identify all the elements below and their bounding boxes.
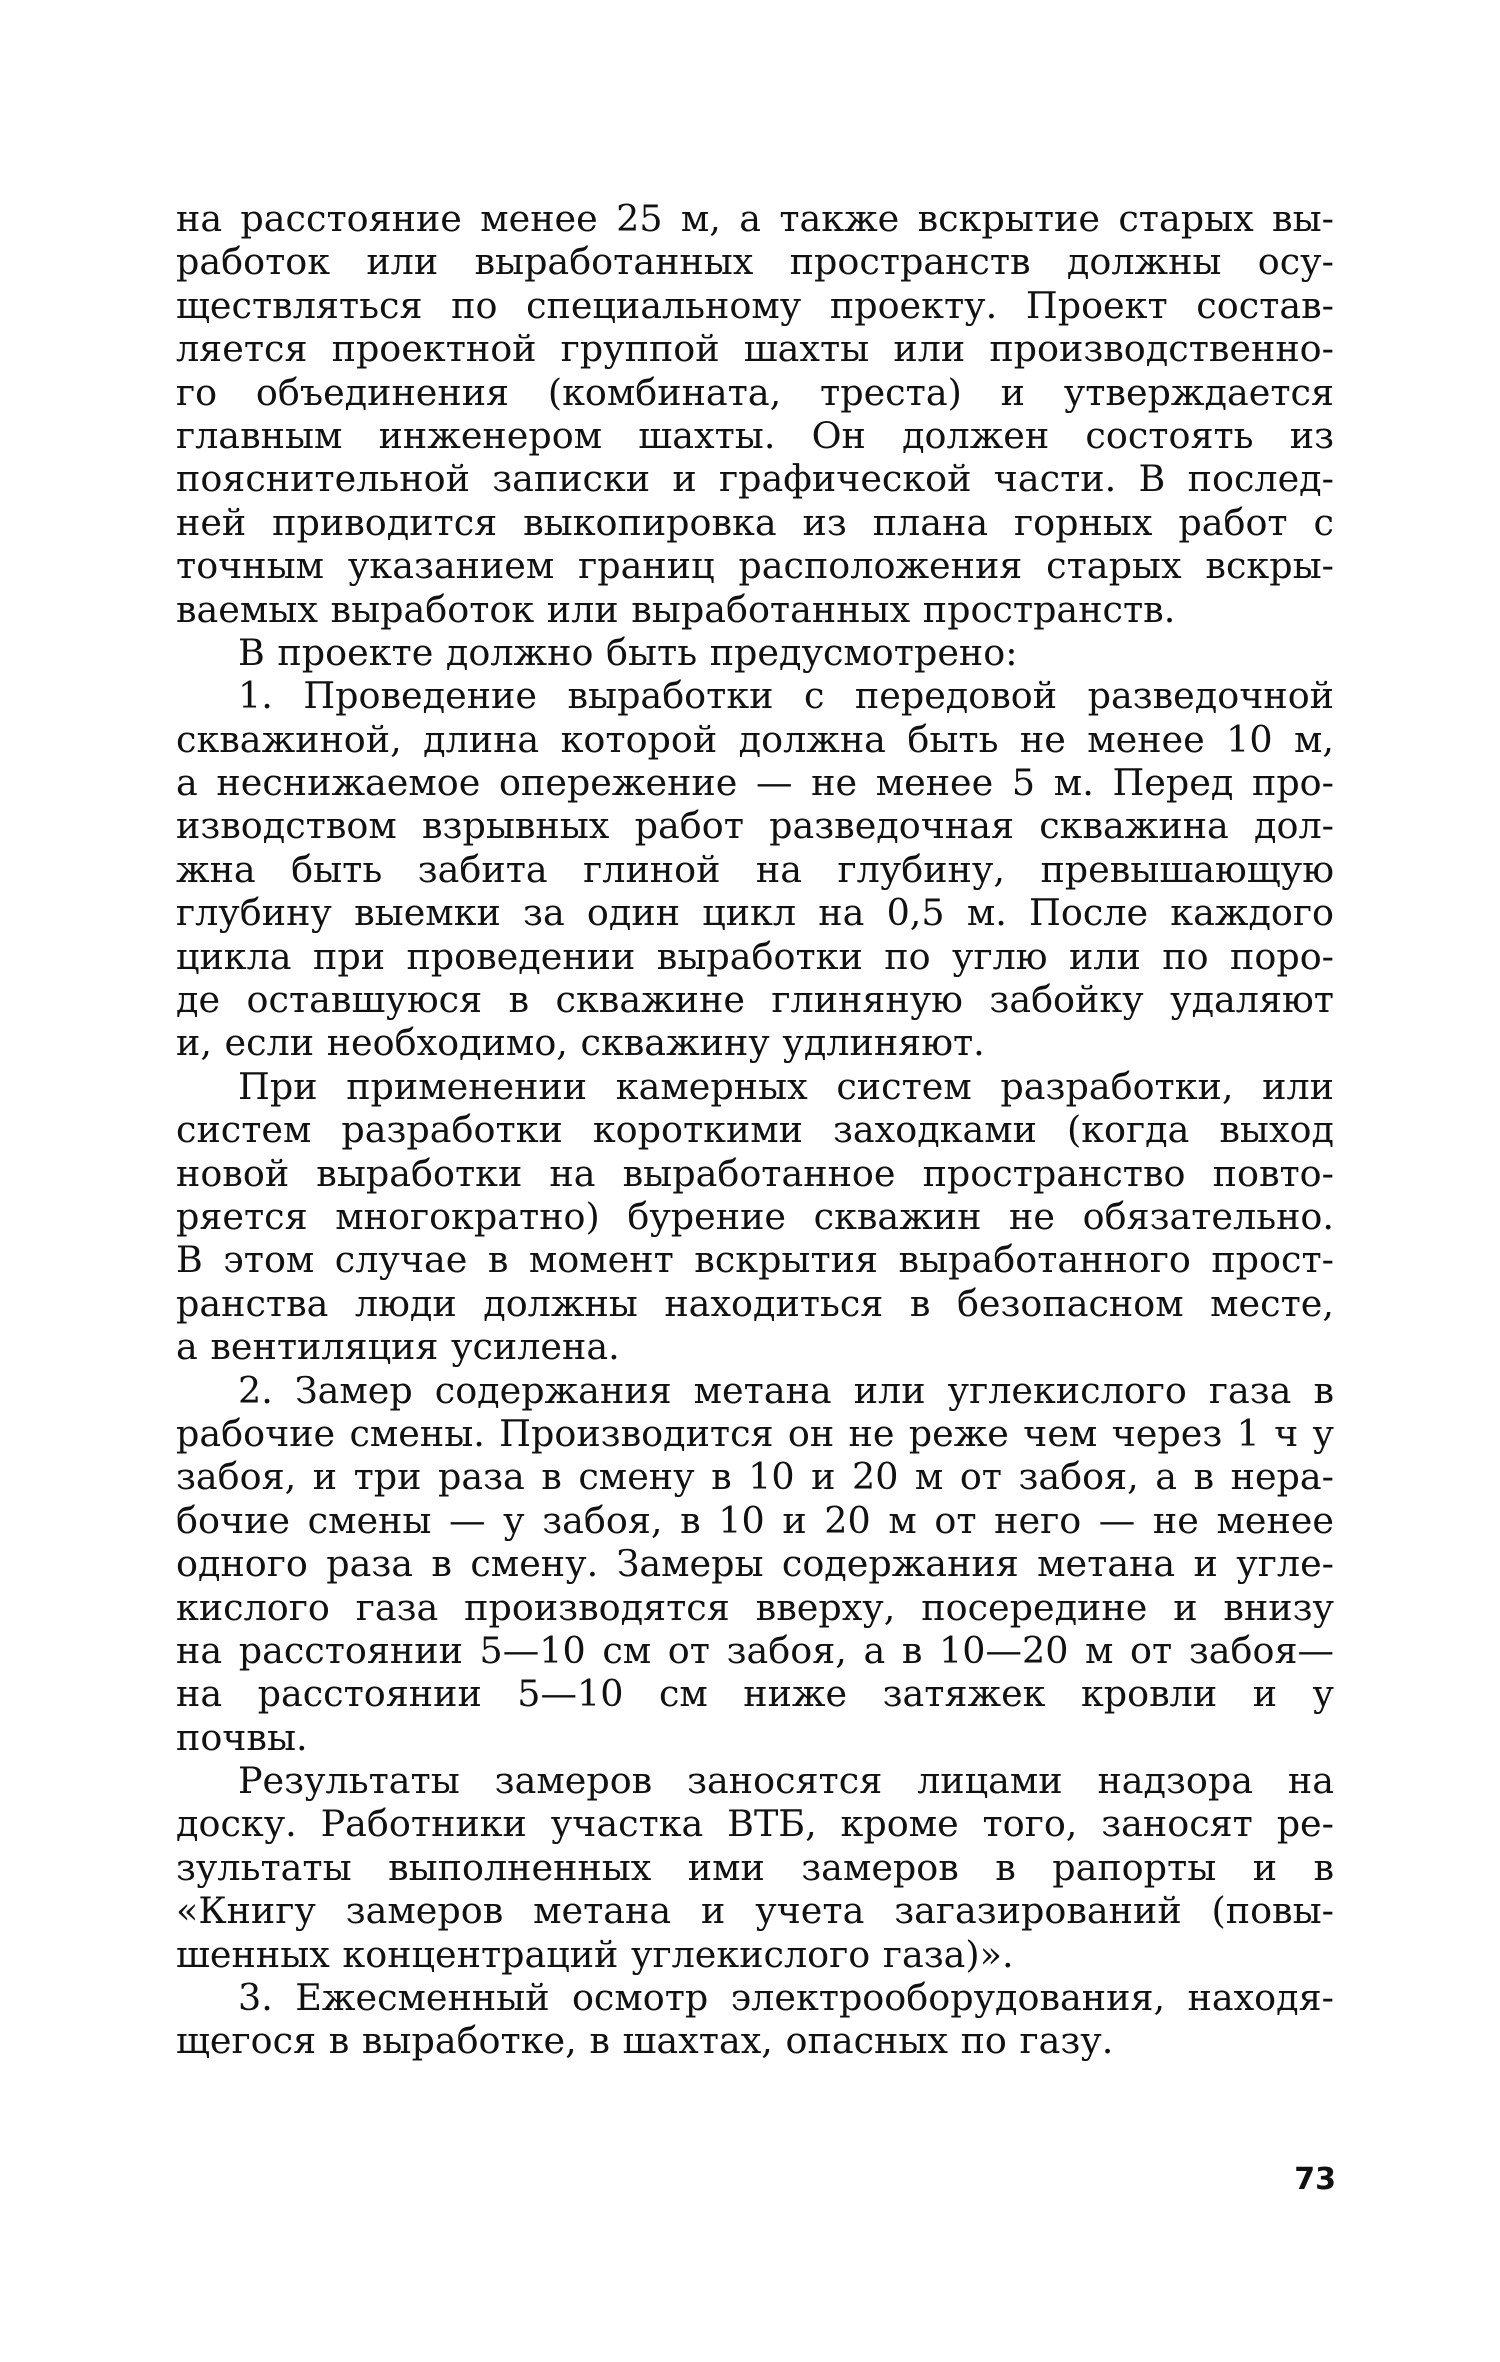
text-line: 1. Проведение выработки с передовой разведочной xyxy=(238,674,1334,718)
text-line: 2. Замер содержания метана или углекислого газа в xyxy=(238,1368,1334,1412)
text-line: а неснижаемое опережение — не менее 5 м. Перед про- xyxy=(176,761,1334,805)
body-text xyxy=(176,197,1334,2063)
text-line: и, если необходимо, скважину удлиняют. xyxy=(176,1021,985,1065)
text-line: главным инженером шахты. Он должен состоять из xyxy=(176,413,1334,457)
text-line: рабочие смены. Производится он не реже чем через 1 ч у xyxy=(176,1411,1334,1455)
text-line: щегося в выработке, в шахтах, опасных по газу. xyxy=(176,2019,1114,2063)
text-line: ряется многократно) бурение скважин не обязательно. xyxy=(176,1194,1334,1238)
text-line: го объединения (комбината, треста) и утверждается xyxy=(176,370,1334,414)
text-line: де оставшуюся в скважине глиняную забойку удаляют xyxy=(176,978,1334,1022)
text-line: ляется проектной группой шахты или производственно- xyxy=(176,327,1334,371)
text-line: При применении камерных систем разработки, или xyxy=(238,1064,1334,1108)
page-number: 73 xyxy=(1294,2162,1336,2197)
text-line: одного раза в смену. Замеры содержания метана и угле- xyxy=(176,1542,1334,1586)
text-line: шенных концентраций углекислого газа)». xyxy=(176,1932,1014,1976)
text-line: новой выработки на выработанное пространство повто- xyxy=(176,1151,1334,1195)
text-line: бочие смены — у забоя, в 10 и 20 м от него — не менее xyxy=(176,1498,1334,1542)
text-line: В этом случае в момент вскрытия выработанного прост- xyxy=(176,1238,1334,1282)
text-line: кислого газа производятся вверху, посередине и внизу xyxy=(176,1585,1334,1629)
text-line: жна быть забита глиной на глубину, превышающую xyxy=(176,847,1334,891)
text-line: забоя, и три раза в смену в 10 и 20 м от забоя, а в нера- xyxy=(176,1455,1334,1499)
text-line: почвы. xyxy=(176,1715,308,1759)
text-line: ранства люди должны находиться в безопасном месте, xyxy=(176,1281,1334,1325)
text-line: доску. Работники участка ВТБ, кроме того, заносят ре- xyxy=(176,1802,1334,1846)
text-line: В проекте должно быть предусмотрено: xyxy=(238,630,1018,674)
text-line: скважиной, длина которой должна быть не менее 10 м, xyxy=(176,717,1334,761)
text-line: зультаты выполненных ими замеров в рапорты и в xyxy=(176,1845,1334,1889)
text-line: «Книгу замеров метана и учета загазирований (повы- xyxy=(176,1889,1334,1933)
text-line: ней приводится выкопировка из плана горных работ с xyxy=(176,500,1334,544)
text-line: глубину выемки за один цикл на 0,5 м. После каждого xyxy=(176,891,1334,935)
text-line: изводством взрывных работ разведочная скважина дол- xyxy=(176,804,1334,848)
text-line: точным указанием границ расположения старых вскры- xyxy=(176,544,1334,588)
text-line: цикла при проведении выработки по углю или по поро- xyxy=(176,934,1334,978)
text-line: Результаты замеров заносятся лицами надзора на xyxy=(238,1759,1334,1803)
text-line: на расстояние менее 25 м, а также вскрытие старых вы- xyxy=(176,197,1334,240)
text-line: ваемых выработок или выработанных пространств. xyxy=(176,587,1176,631)
text-line: работок или выработанных пространств должны осу- xyxy=(176,240,1334,284)
text-line: пояснительной записки и графической части. В послед- xyxy=(176,457,1334,501)
text-line: систем разработки короткими заходками (когда выход xyxy=(176,1108,1334,1152)
text-line: ществляться по специальному проекту. Проект состав- xyxy=(176,283,1334,327)
text-line: на расстоянии 5—10 см от забоя, а в 10—20 м от забоя— xyxy=(176,1628,1334,1672)
text-line: 3. Ежесменный осмотр электрооборудования, находя- xyxy=(238,1976,1334,2020)
text-line: на расстоянии 5—10 см ниже затяжек кровли и у xyxy=(176,1672,1334,1716)
text-line: а вентиляция усилена. xyxy=(176,1325,620,1369)
